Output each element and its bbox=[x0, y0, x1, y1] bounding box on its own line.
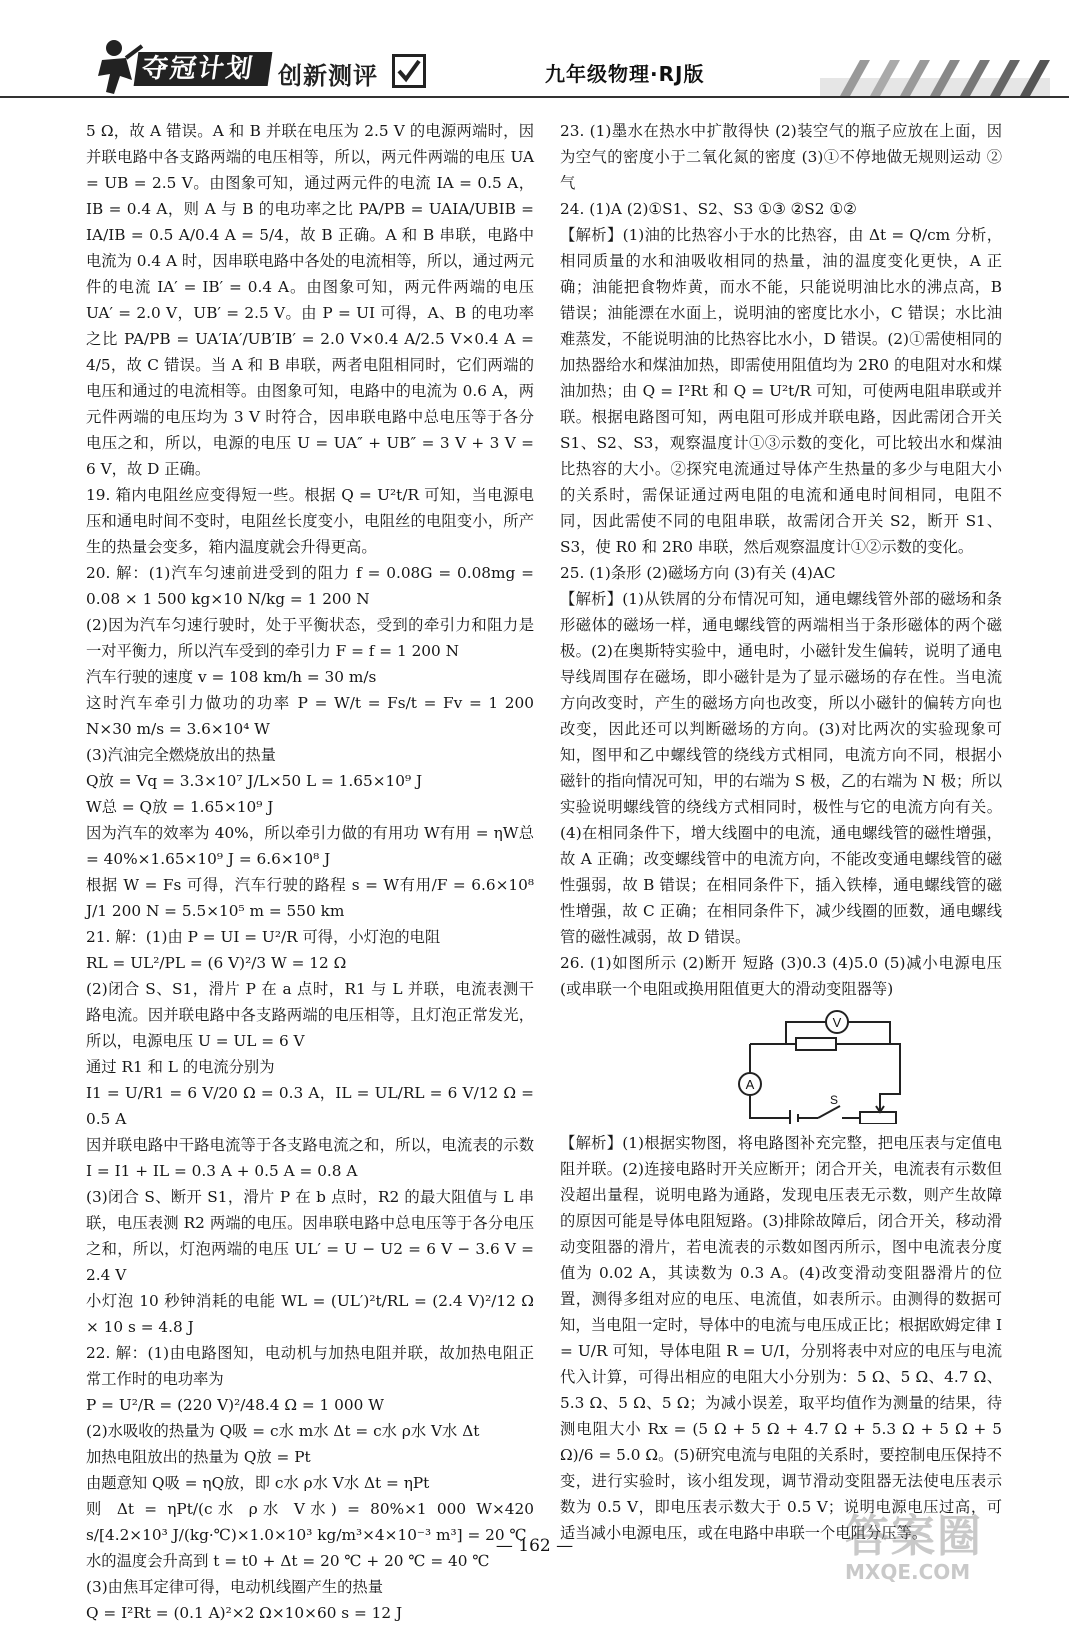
watermark-url: MXQE.COM bbox=[845, 1560, 971, 1584]
answer-20-part1: 20. 解：(1)汽车匀速前进受到的阻力 f = 0.08G = 0.08mg = 0.08 × 1 500 kg×10 N/kg = 1 200 N bbox=[86, 564, 534, 608]
ammeter-label: A bbox=[745, 1077, 755, 1092]
battery-symbol bbox=[790, 1110, 798, 1124]
series-logo bbox=[92, 36, 422, 96]
voltmeter-wire bbox=[848, 1022, 890, 1044]
logo-main-text: 夺冠计划 bbox=[134, 52, 273, 86]
analysis-25: 【解析】(1)从铁屑的分布情况可知，通电螺线管外部的磁场和条形磁体的磁场一样，通电螺线管的两端相当于条形磁体的两个磁极。(2)在奥斯特实验中，通电时，小磁针发生偏转，说明了通电导线周围存在磁场，即小磁针是为了显示磁场的存在性。当电流方向改变时，产生的磁场方向也改变，所以小磁针的偏转方向也改变，因此还可以判断磁场的方向。(3)对比两次的实验现象可知，图甲和乙中螺线管的绕线方式相同，电流方向不同，根据小磁针的指向情况可知，甲的右端为 S 极，乙的右端为 N 极；所以实验说明螺线管的绕线方式相同时，极性与它的电流方向有关。(4)在相同条件下，增大线圈中的电流，通电螺线管的磁性增强，故 A 正确；改变螺线管中的电流方向，不能改变通电螺线管的磁性强弱，故 B 错误；在相同条件下，插入铁棒，通电螺线管的磁性增强，故 C 正确；在相同条件下，减少线圈的匝数，通电螺线管的磁性减弱，故 D 错误。 bbox=[560, 590, 1002, 946]
answer-24: 24. (1)A (2)①S1、S2、S3 ①③ ②S2 ①② bbox=[560, 200, 857, 218]
answer-20-distance: 根据 W = Fs 可得，汽车行驶的路程 s = W有用/F = 6.6×10⁸ J/1 200 N = 5.5×10⁵ m = 550 km bbox=[86, 876, 534, 920]
circuit-diagram bbox=[730, 1008, 910, 1124]
answer-21-part2: (2)闭合 S、S1，滑片 P 在 a 点时，R1 与 L 并联，电流表测干路电流。因并联电路中各支路两端的电压相等，且灯泡正常发光，所以，电源电压 U = UL = 6 V bbox=[86, 980, 534, 1050]
answer-21-energy: 小灯泡 10 秒钟消耗的电能 WL = (UL′)²t/RL = (2.4 V)²/12 Ω × 10 s = 4.8 J bbox=[86, 1292, 534, 1336]
answer-20-power: 这时汽车牵引力做功的功率 P = W/t = Fs/t = Fv = 1 200 N×30 m/s = 3.6×10⁴ W bbox=[86, 694, 534, 738]
answer-20-heat: Q放 = Vq = 3.3×10⁷ J/L×50 L = 1.65×10⁹ J bbox=[86, 772, 423, 790]
page-header bbox=[0, 0, 1069, 112]
answer-21-currents: I1 = U/R1 = 6 V/20 Ω = 0.3 A，IL = UL/RL = 6 V/12 Ω = 0.5 A bbox=[86, 1084, 534, 1128]
answer-19: 19. 箱内电阻丝应变得短一些。根据 Q = U²t/R 可知，当电源电压和通电时间不变时，电阻丝长度变小，电阻丝的电阻变小，所产生的热量会变多，箱内温度就会升得更高。 bbox=[86, 486, 534, 556]
answer-22-coil-heat: Q = I²Rt = (0.1 A)²×2 Ω×10×60 s = 12 J bbox=[86, 1604, 403, 1622]
answer-21-part3: (3)闭合 S、断开 S1，滑片 P 在 b 点时，R2 的最大阻值与 L 串联，电压表测 R2 两端的电压。因串联电路中总电压等于各分电压之和，所以，灯泡两端的电压 UL′ = U − U2 = 6 V − 3.6 V = 2.4 V bbox=[86, 1188, 534, 1284]
watermark-main: 答案圈 bbox=[845, 1511, 983, 1562]
right-column bbox=[560, 118, 1002, 1546]
switch-label: S bbox=[829, 1093, 839, 1107]
left-column bbox=[86, 118, 534, 1626]
answer-26: 26. (1)如图所示 (2)断开 短路 (3)0.3 (4)5.0 (5)减小电源电压(或串联一个电阻或换用阻值更大的滑动变阻器等) bbox=[560, 954, 1002, 998]
answer-22-part2: (2)水吸收的热量为 Q吸 = c水 m水 Δt = c水 ρ水 V水 Δt bbox=[86, 1422, 480, 1440]
answer-20-part3: (3)汽油完全燃烧放出的热量 bbox=[86, 746, 276, 764]
circuit-wire bbox=[836, 1044, 900, 1080]
voltmeter-label: V bbox=[832, 1015, 842, 1030]
answer-20-speed: 汽车行驶的速度 v = 108 km/h = 30 m/s bbox=[86, 668, 377, 686]
answer-22-part3: (3)由焦耳定律可得，电动机线圈产生的热量 bbox=[86, 1578, 384, 1596]
voltmeter-wire bbox=[786, 1022, 826, 1044]
answer-22-temp-change: 则 Δt = ηPt/(c水 ρ水 V水) = 80%×1 000 W×420 s/[4.2×10³ J/(kg·℃)×1.0×10³ kg/m³×4×10⁻³ m³] = 20 ℃ bbox=[86, 1500, 534, 1544]
answer-22-final-temp: 水的温度会升高到 t = t0 + Δt = 20 ℃ + 20 ℃ = 40 ℃ bbox=[86, 1552, 490, 1570]
book-label: 九年级物理·RJ版 bbox=[545, 62, 705, 86]
header-stripes-decoration bbox=[820, 60, 1050, 96]
rheostat-symbol bbox=[860, 1112, 896, 1124]
analysis-24: 【解析】(1)油的比热容小于水的比热容，由 Δt = Q/cm 分析，相同质量的水和油吸收相同的热量，油的温度变化更快，A 正确；油能把食物炸黄，而水不能，只能说明油比水的沸点高，B 错误；油能漂在水面上，说明油的密度比水小，C 错误；水比油难蒸发，不能说明油的比热容比水小，D 错误。(2)①需使相同的加热器给水和煤油加热，即需使用阻值均为 2R0 的电阻对水和煤油加热；由 Q = I²Rt 和 Q = U²t/R 可知，可使两电阻串联或并联。根据电路图可知，两电阻可形成并联电路，因此需闭合开关 S1、S2、S3，观察温度计①③示数的变化，可比较出水和煤油比热容的大小。②探究电流通过导体产生热量的多少与电阻大小的关系时，需保证通过两电阻的电流和通电时间相同，电阻不同，因此需使不同的电阻串联，故需闭合开关 S2，断开 S1、S3，使 R0 和 2R0 串联，然后观察温度计①②示数的变化。 bbox=[560, 226, 1002, 556]
answer-22-part1: 22. 解：(1)由电路图知，电动机与加热电阻并联，故加热电阻正常工作时的电功率为 bbox=[86, 1344, 534, 1388]
answer-20-total-work: W总 = Q放 = 1.65×10⁹ J bbox=[86, 798, 274, 816]
switch-symbol bbox=[818, 1106, 840, 1118]
checkbox-logo-icon bbox=[392, 54, 426, 88]
answer-22-power: P = U²/R = (220 V)²/48.4 Ω = 1 000 W bbox=[86, 1396, 384, 1414]
answer-22-efficiency: 由题意知 Q吸 = ηQ放，即 c水 ρ水 V水 Δt = ηPt bbox=[86, 1474, 430, 1492]
fixed-resistor bbox=[796, 1038, 836, 1050]
answer-20-part2: (2)因为汽车匀速行驶时，处于平衡状态，受到的牵引力和阻力是一对平衡力，所以汽车受到的牵引力 F = f = 1 200 N bbox=[86, 616, 534, 660]
answer-22-heat-released: 加热电阻放出的热量为 Q放 = Pt bbox=[86, 1448, 311, 1466]
answer-20-useful-work: 因为汽车的效率为 40%，所以牵引力做的有用功 W有用 = ηW总 = 40%×1.65×10⁹ J = 6.6×10⁸ J bbox=[86, 824, 534, 868]
answer-18-continued: 5 Ω，故 A 错误。A 和 B 并联在电压为 2.5 V 的电源两端时，因并联电路中各支路两端的电压相等，所以，两元件两端的电压 UA = UB = 2.5 V。由图象可知，通过两元件的电流 IA = 0.5 A，IB = 0.4 A，则 A 与 B 的电功率之比 PA/PB = UAIA/UBIB = IA/IB = 0.5 A/0.4 A = 5/4，故 B 正确。A 和 B 串联，电路中电流为 0.4 A 时，因串联电路中各处的电流相等，所以，通过两元件的电流 IA′ = IB′ = 0.4 A。由图象可知，两元件两端的电压 UA′ = 2.0 V，UB′ = 2.5 V。由 P = UI 可得，A、B 的电功率之比 PA/PB = UA′IA′/UB′IB′ = 2.0 V×0.4 A/2.5 V×0.4 A = 4/5，故 C 错误。当 A 和 B 串联，两者电阻相同时，它们两端的电压和通过的电流相等。由图象可知，电路中的电流为 0.6 A，两元件两端的电压均为 3 V 时符合，因串联电路中总电压等于各分电压之和，所以，电源的电压 U = UA″ + UB″ = 3 V + 3 V = 6 V，故 D 正确。 bbox=[86, 122, 534, 478]
answer-21-resistance: RL = UL²/PL = (6 V)²/3 W = 12 Ω bbox=[86, 954, 347, 972]
answer-21-total-current: 因并联电路中干路电流等于各支路电流之和，所以，电流表的示数 I = I1 + IL = 0.3 A + 0.5 A = 0.8 A bbox=[86, 1136, 534, 1180]
answer-21-currents-intro: 通过 R1 和 L 的电流分别为 bbox=[86, 1058, 275, 1076]
page-number: — 162 — bbox=[495, 1536, 574, 1556]
answer-21-part1: 21. 解：(1)由 P = UI = U²/R 可得，小灯泡的电阻 bbox=[86, 928, 441, 946]
watermark-logo bbox=[845, 1511, 1045, 1584]
analysis-26: 【解析】(1)根据实物图，将电路图补充完整，把电压表与定值电阻并联。(2)连接电路时开关应断开；闭合开关，电流表有示数但没超出量程，说明电路为通路，发现电压表无示数，则产生故障的原因可能是导体电阻短路。(3)排除故障后，闭合开关，移动滑动变阻器的滑片，若电流表的示数如图丙所示，图中电流表分度值为 0.02 A，其读数为 0.3 A。(4)改变滑动变阻器滑片的位置，测得多组对应的电压、电流值，如表所示。由测得的数据可知，当电阻一定时，导体中的电流与电压成正比；根据欧姆定律 I = U/R 可知，导体电阻 R = U/I，分别将表中对应的电压与电流代入计算，可得出相应的电阻大小分别为：5 Ω、5 Ω、4.7 Ω、5.3 Ω、5 Ω、5 Ω；为减小误差，取平均值作为测量的结果，待测电阻大小 Rx = (5 Ω + 5 Ω + 4.7 Ω + 5.3 Ω + 5 Ω + 5 Ω)/6 = 5.0 Ω。(5)研究电流与电阻的关系时，要控制电压保持不变，进行实验时，该小组发现，调节滑动变阻器无法使电压表示数为 0.5 V，即电压表示数大于 0.5 V；说明电源电压过高，可适当减小电源电压，或在电路中串联一个电阻分压等。 bbox=[560, 1134, 1002, 1542]
answer-23: 23. (1)墨水在热水中扩散得快 (2)装空气的瓶子应放在上面，因为空气的密度小于二氧化氮的密度 (3)①不停地做无规则运动 ②气 bbox=[560, 122, 1002, 192]
header-rule bbox=[0, 96, 1069, 98]
logo-sub-text: 创新测评 bbox=[278, 62, 378, 90]
answer-25: 25. (1)条形 (2)磁场方向 (3)有关 (4)AC bbox=[560, 564, 836, 582]
